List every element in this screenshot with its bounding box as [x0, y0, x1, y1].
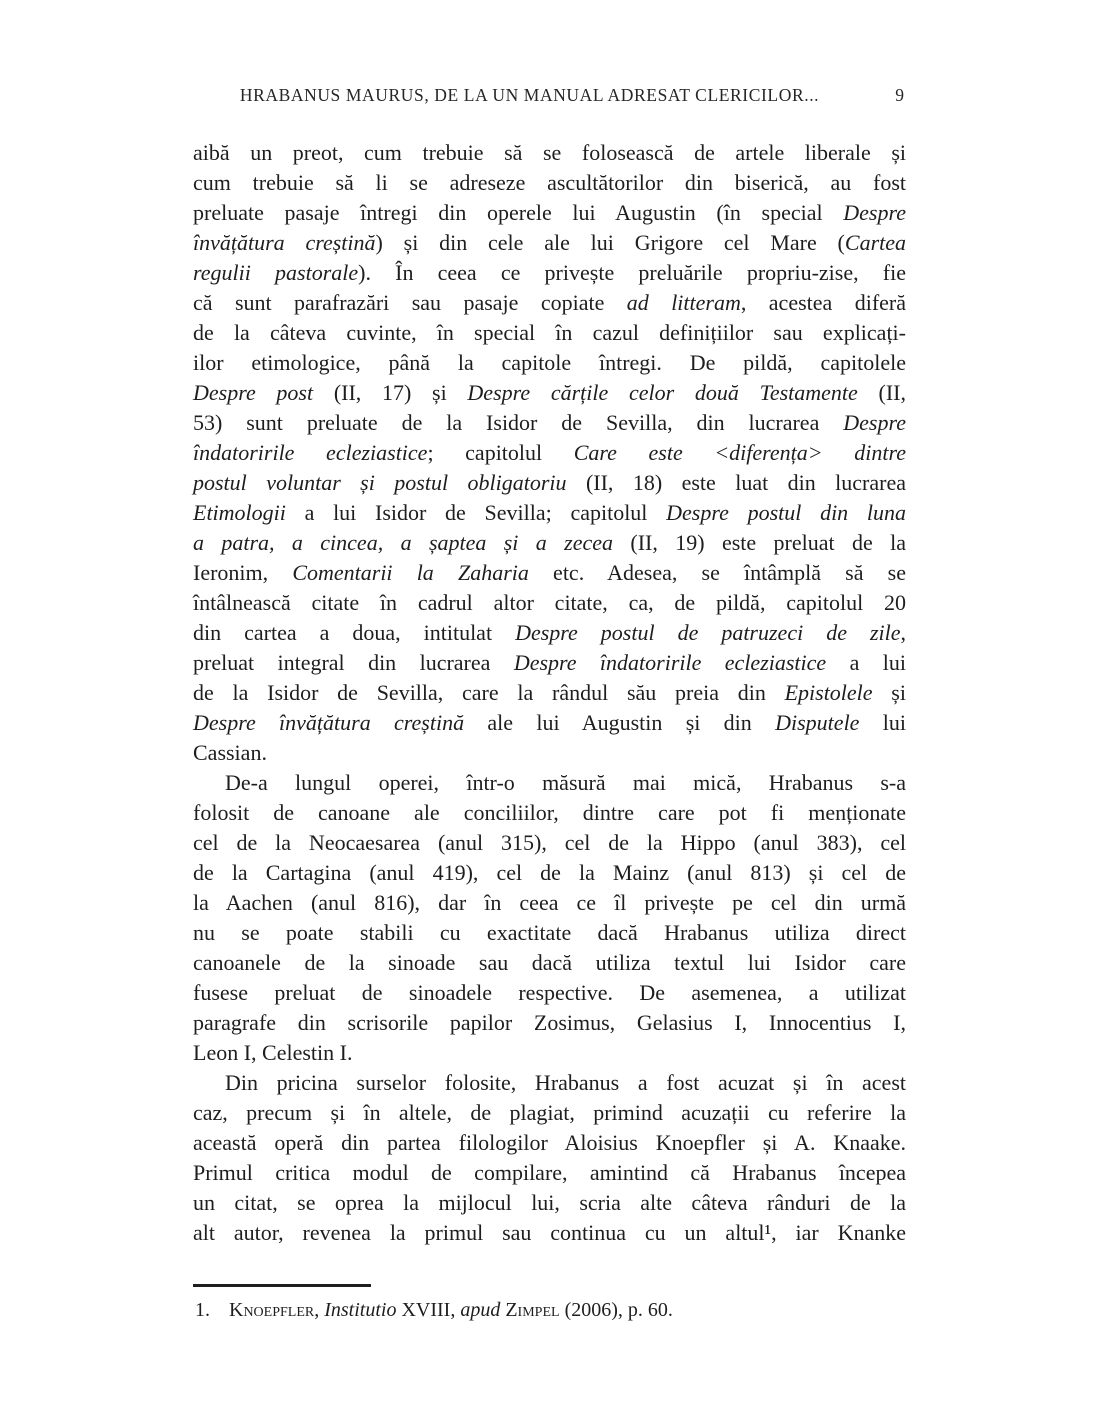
text-line: nu se poate stabili cu exactitate dacă Hrabanus utiliza direct — [193, 920, 906, 945]
paragraph — [193, 138, 906, 768]
text-line: Cassian. — [193, 740, 267, 765]
text-line: canoanele de la sinoade sau dacă utiliza textul lui Isidor care — [193, 950, 906, 975]
text-line: Din pricina surselor folosite, Hrabanus a fost acuzat și în acest — [225, 1070, 906, 1095]
text-line: de la Cartagina (anul 419), cel de la Mainz (anul 813) și cel de — [193, 860, 906, 885]
text-line: îndatoririle ecleziastice; capitolul Care este <diferența> dintre — [193, 440, 906, 465]
text-line: Ieronim, Comentarii la Zaharia etc. Adesea, se întâmplă să se — [193, 560, 906, 585]
text-line: regulii pastorale). În ceea ce privește preluările propriu-zise, fie — [193, 260, 906, 285]
footnote-rule — [193, 1284, 371, 1287]
text-line: caz, precum și în altele, de plagiat, primind acuzații cu referire la — [193, 1100, 906, 1125]
text-line: 53) sunt preluate de la Isidor de Sevilla, din lucrarea Despre — [193, 410, 906, 435]
text-line: cum trebuie să li se adreseze ascultătorilor din biserică, au fost — [193, 170, 906, 195]
text-line: De-a lungul operei, într-o măsură mai mică, Hrabanus s-a — [225, 770, 906, 795]
text-line: postul voluntar și postul obligatoriu (II, 18) este luat din lucrarea — [193, 470, 906, 495]
text-line: din cartea a doua, intitulat Despre postul de patruzeci de zile, — [193, 620, 907, 645]
text-line: a patra, a cincea, a șaptea și a zecea (II, 19) este preluat de la — [193, 530, 906, 555]
text-line: preluate pasaje întregi din operele lui Augustin (în special Despre — [193, 200, 906, 225]
text-line: alt autor, revenea la primul sau continua cu un altul¹, iar Knanke — [193, 1220, 906, 1245]
footnote — [195, 1297, 908, 1324]
text-line: paragrafe din scrisorile papilor Zosimus, Gelasius I, Innocentius I, — [193, 1010, 906, 1035]
page-number: 9 — [895, 85, 904, 105]
text-line: de la Isidor de Sevilla, care la rândul său preia din Epistolele și — [193, 680, 906, 705]
text-line: că sunt parafrazări sau pasaje copiate ad litteram, acestea diferă — [193, 290, 907, 315]
paragraph — [193, 768, 906, 1068]
text-line: fusese preluat de sinoadele respective. De asemenea, a utilizat — [193, 980, 906, 1005]
running-head — [193, 85, 906, 106]
text-block — [193, 138, 906, 1248]
text-line: Primul critica modul de compilare, amintind că Hrabanus începea — [193, 1160, 906, 1185]
text-line: preluat integral din lucrarea Despre îndatoririle ecleziastice a lui — [193, 650, 906, 675]
text-line: întâlnească citate în cadrul altor citate, ca, de pildă, capitolul 20 — [193, 590, 906, 615]
text-line: la Aachen (anul 816), dar în ceea ce îl privește pe cel din urmă — [193, 890, 906, 915]
text-line: Despre post (II, 17) și Despre cărțile celor două Testamente (II, — [193, 380, 906, 405]
text-line: Etimologii a lui Isidor de Sevilla; capitolul Despre postul din luna — [193, 500, 907, 525]
text-line: Leon I, Celestin I. — [193, 1040, 353, 1065]
text-line: ilor etimologice, până la capitole întregi. De pildă, capitolele — [193, 350, 906, 375]
running-head-title: HRABANUS MAURUS, DE LA UN MANUAL ADRESAT CLERICILOR... — [239, 85, 820, 105]
text-line: Despre învățătura creștină ale lui Augustin și din Disputele lui — [193, 710, 906, 735]
text-line: cel de la Neocaesarea (anul 315), cel de la Hippo (anul 383), cel — [193, 830, 906, 855]
text-line: învățătura creștină) și din cele ale lui Grigore cel Mare (Cartea — [193, 230, 907, 255]
footnote-text: Knoepfler, Institutio XVIII, apud Zimpel (2006), p. 60. — [229, 1299, 673, 1321]
text-line: de la câteva cuvinte, în special în cazul definițiilor sau explicați- — [193, 320, 906, 345]
paragraph — [193, 1068, 906, 1248]
text-line: un citat, se oprea la mijlocul lui, scria alte câteva rânduri de la — [193, 1190, 906, 1215]
text-line: folosit de canoane ale conciliilor, dintre care pot fi menționate — [193, 800, 906, 825]
text-line: această operă din partea filologilor Aloisius Knoepfler și A. Knaake. — [193, 1130, 906, 1155]
footnote-number: 1. — [195, 1299, 210, 1321]
text-line: aibă un preot, cum trebuie să se folosească de artele liberale și — [193, 140, 906, 165]
